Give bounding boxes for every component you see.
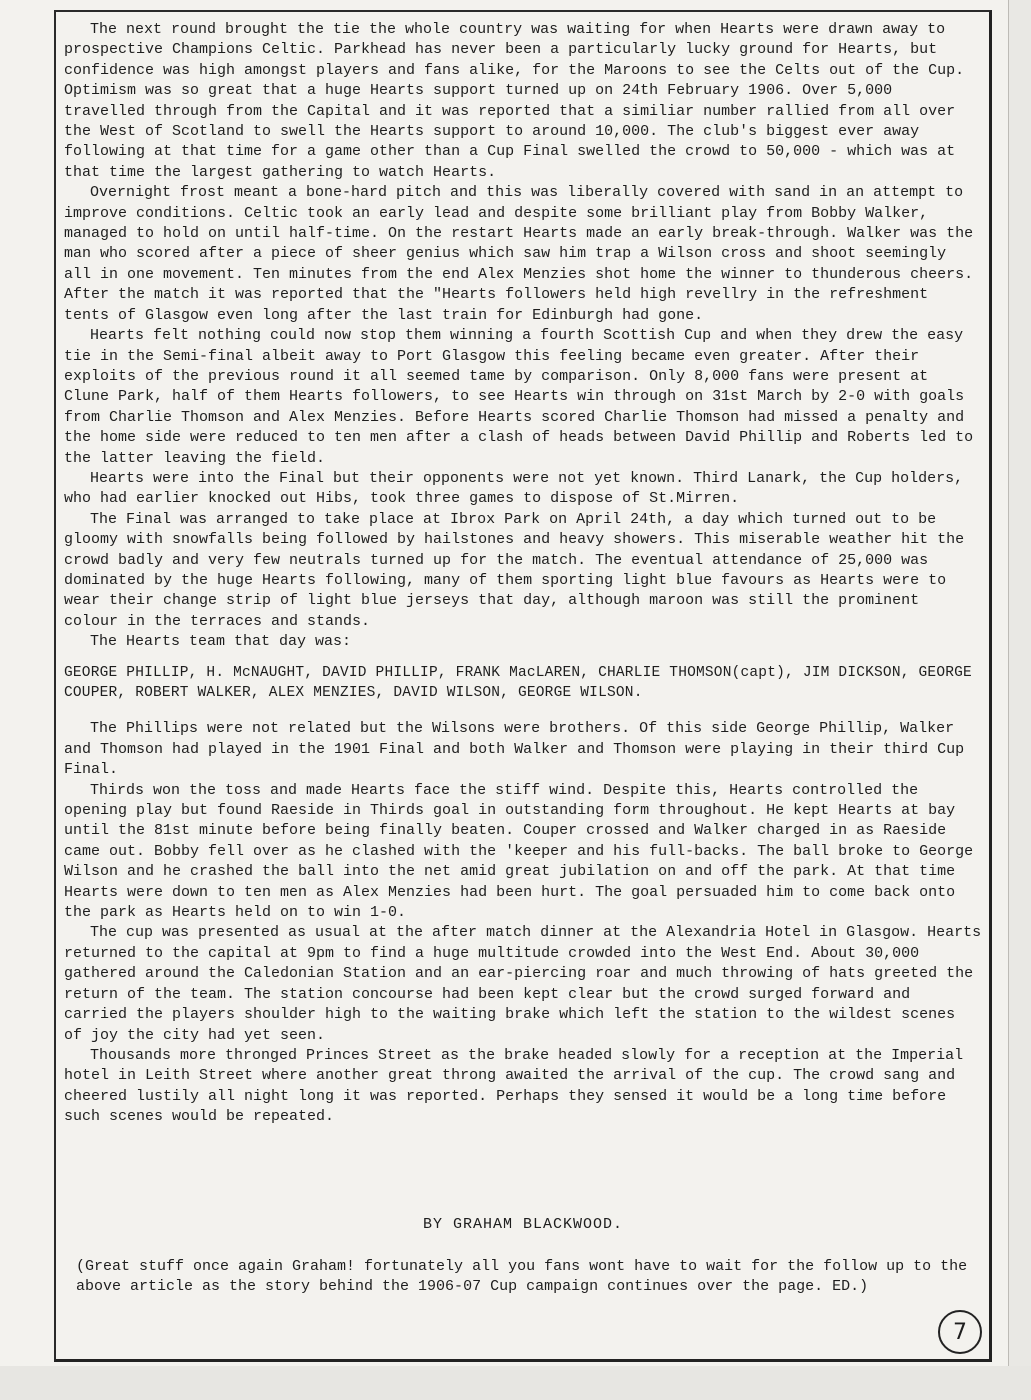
paragraph-princes-street: Thousands more thronged Princes Street as the brake headed slowly for a reception at the Imperial hotel in Leith Street where another great throng awaited the arrival of the cup. The crowd sang and cheered lustily all night long it was reported. Perhaps they sensed it would be a long time before such scenes would be repeated.: [64, 1046, 964, 1126]
paragraph-phillips-wilsons: The Phillips were not related but the Wilsons were brothers. Of this side George Phillip, Walker and Thomson had played in the 1901 Final and both Walker and Thomson were playing in their third Cup Final.: [64, 720, 965, 779]
editor-note: (Great stuff once again Graham! fortunately all you fans wont have to wait for the follow up to the above article as the story behind the 1906-07 Cup campaign continues over the page. ED.): [76, 1258, 968, 1296]
paragraph-team-intro: The Hearts team that day was:: [90, 633, 352, 651]
paragraph-semi-final: Hearts felt nothing could now stop them winning a fourth Scottish Cup and when they drew the easy tie in the Semi-final albeit away to Port Glasgow this feeling became even greater. After their exploits of the previous round it all seemed tame by comparison. Only 8,000 fans were present at Clune Park, half of them Hearts followers, to see Hearts win through on 31st March by 2-0 with goals from Charlie Thomson and Alex Menzies. Before Hearts scored Charlie Thomson had missed a penalty and the home side were reduced to ten men after a clash of heads between David Phillip and Roberts led to the latter leaving the field.: [64, 327, 974, 467]
paragraph-match-report: Overnight frost meant a bone-hard pitch and this was liberally covered with sand in an attempt to improve conditions. Celtic took an early lead and despite some brilliant play from Bobby Walker, managed to hold on until half-time. On the restart Hearts made an early break-through. Walker was the man who scored after a piece of sheer genius which saw him trap a Wilson cross and shoot seemingly all in one movement. Ten minutes from the end Alex Menzies shot home the winner to thunderous cheers. After the match it was reported that the "Hearts followers held high revellry in the refreshment tents of Glasgow even long after the last train for Edinburgh had gone.: [64, 184, 974, 324]
paragraph-final-opponents: Hearts were into the Final but their opponents were not yet known. Third Lanark, the Cup holders, who had earlier knocked out Hibs, took three games to dispose of St.Mirren.: [64, 469, 964, 508]
page-edge: [1008, 0, 1031, 1400]
team-lineup: GEORGE PHILLIP, H. McNAUGHT, DAVID PHILLIP, FRANK MacLAREN, CHARLIE THOMSON(capt), JIM DICKSON, GEORGE COUPER, ROBERT WALKER, ALEX MENZIES, DAVID WILSON, GEORGE WILSON.: [64, 664, 972, 701]
byline: BY GRAHAM BLACKWOOD.: [422, 1216, 624, 1233]
paragraph-celebrations: The cup was presented as usual at the after match dinner at the Alexandria Hotel in Glasgow. Hearts returned to the capital at 9pm to find a huge multitude crowded into the West End. About 30,000 gathered around the Caledonian Station and an ear-piercing roar and much throwing of hats greeted the return of the team. The station concourse had been kept clear but the crowd surged forward and carried the players shoulder high to the waiting brake which left the station to the wildest scenes of joy the city had yet seen.: [64, 924, 982, 1044]
page-number: 7: [938, 1310, 982, 1354]
page-bottom-edge: [0, 1366, 1031, 1400]
paragraph-final-report: Thirds won the toss and made Hearts face the stiff wind. Despite this, Hearts controlled the opening play but found Raeside in Thirds goal in outstanding form throughout. He kept Hearts at bay until the 81st minute before being finally beaten. Couper crossed and Walker charged in as Raeside came out. Bobby fell over as he clashed with the 'keeper and his full-backs. The ball broke to George Wilson and he crashed the ball into the net amid great jubilation on and off the park. At that time Hearts were down to ten men as Alex Menzies had been hurt. The goal persuaded him to come back onto the park as Hearts held on to win 1-0.: [64, 781, 974, 922]
paragraph-final-weather: The Final was arranged to take place at Ibrox Park on April 24th, a day which turned out to be gloomy with snowfalls being followed by hailstones and heavy showers. This miserable weather hit the crowd badly and very few neutrals turned up for the match. The eventual attendance of 25,000 was dominated by the huge Hearts following, many of them sporting light blue favours as Hearts were to wear their change strip of light blue jerseys that day, although maroon was still the prominent colour in the terraces and stands.: [64, 510, 965, 630]
article-body: [64, 20, 982, 1360]
paragraph-celtic-draw: The next round brought the tie the whole country was waiting for when Hearts were drawn away to prospective Champions Celtic. Parkhead has never been a particularly lucky ground for Hearts, but confidence was high amongst players and fans alike, for the Maroons to see the Celts out of the Cup. Optimism was so great that a huge Hearts support turned up on 24th February 1906. Over 5,000 travelled through from the Capital and it was reported that a similiar number rallied from all over the West of Scotland to swell the Hearts support to around 10,000. The club's biggest ever away following at that time for a game other than a Cup Final swelled the crowd to 50,000 - which was at that time the largest gathering to watch Hearts.: [64, 21, 965, 181]
